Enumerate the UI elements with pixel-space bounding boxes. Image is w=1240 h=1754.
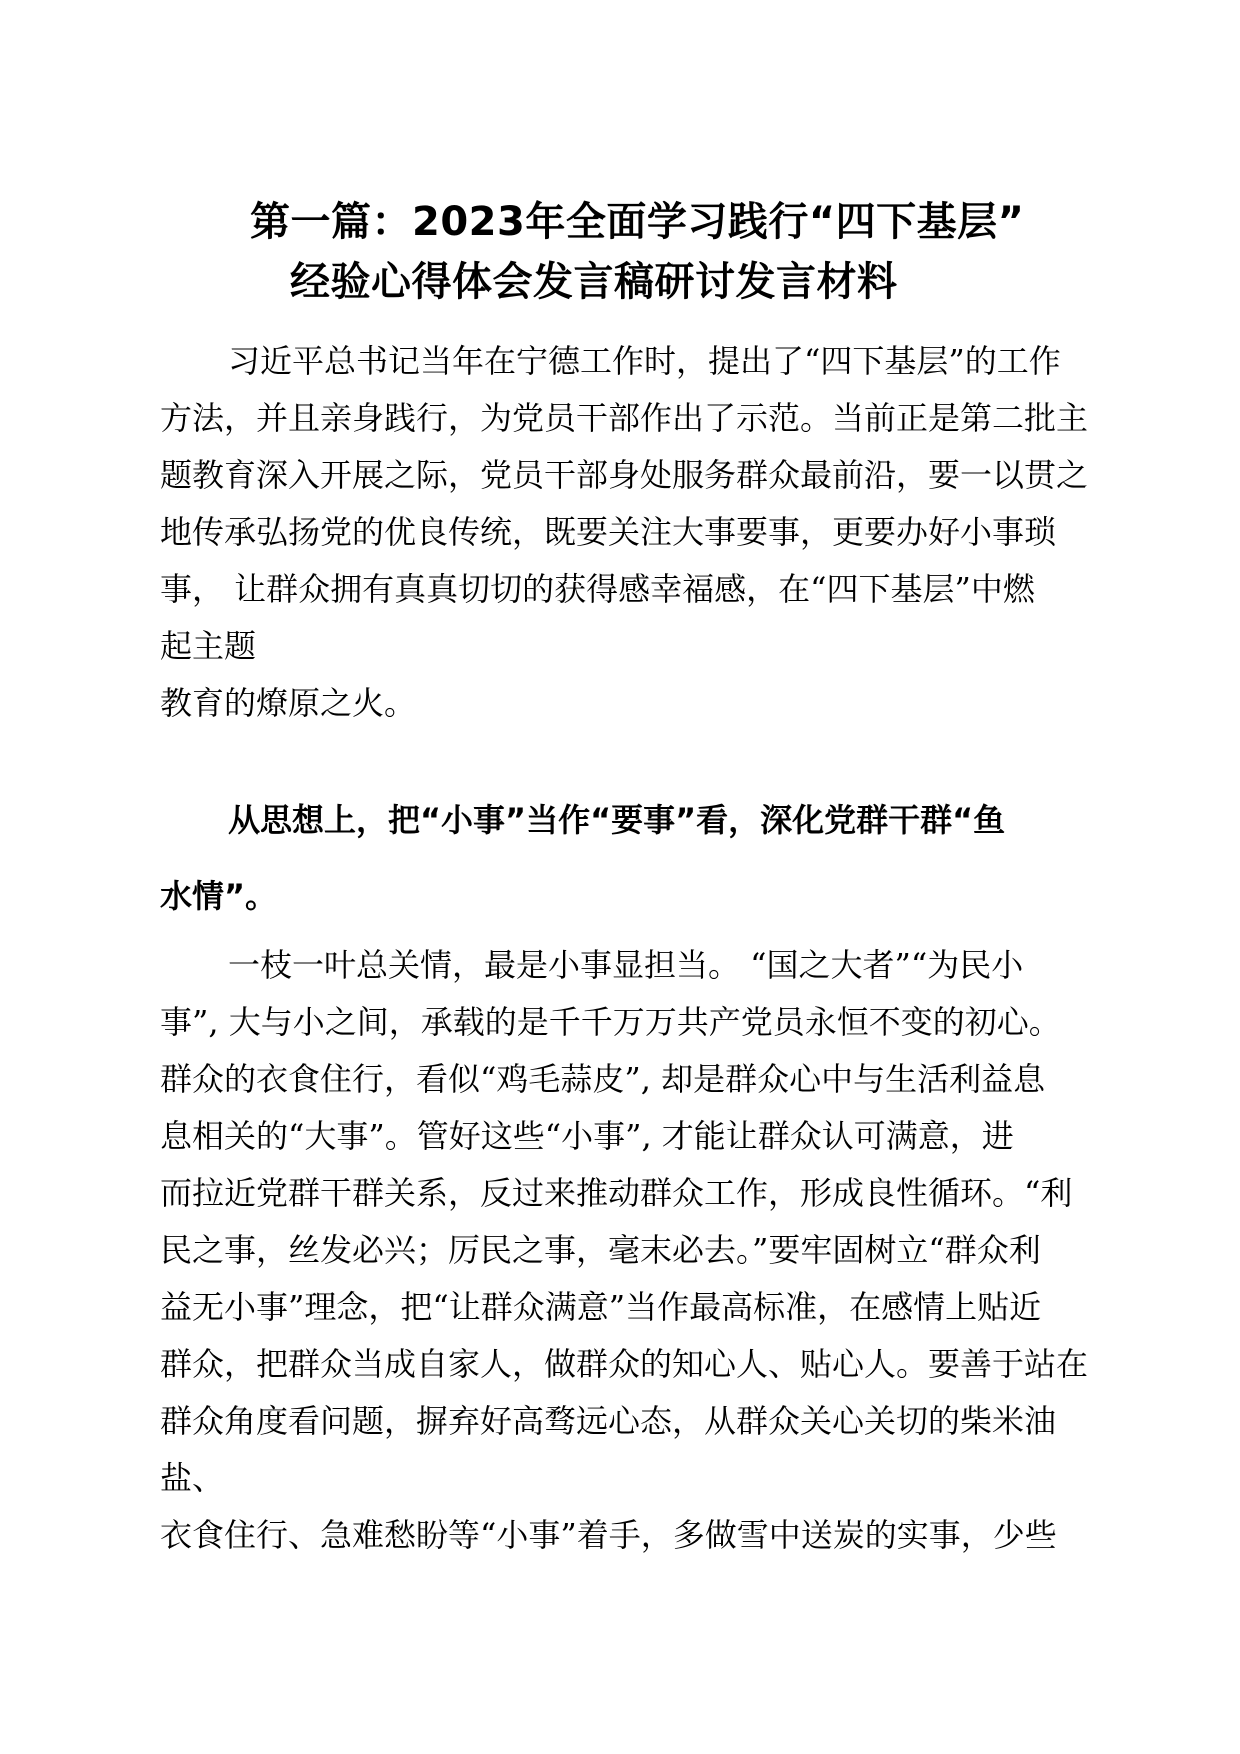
document-title xyxy=(150,192,1110,312)
paragraph-2-line: 群众，把群众当成自家人，做群众的知心人、贴心人。要善于站在 xyxy=(160,1345,1089,1383)
paragraph-1-line: 习近平总书记当年在宁德工作时，提出了“四下基层”的工作 xyxy=(228,342,1061,380)
section-heading-line: 从思想上，把“小事”当作“要事”看，深化党群干群“鱼 xyxy=(228,801,1006,839)
title-line-1: 第一篇：2023年全面学习践行“四下基层” xyxy=(250,199,1025,245)
section-heading-line: 水情”。 xyxy=(160,877,278,915)
paragraph-1-line: 方法，并且亲身践行，为党员干部作出了示范。当前正是第二批主 xyxy=(160,399,1089,437)
paragraph-2-line: 益无小事”理念，把“让群众满意”当作最高标准，在感情上贴近 xyxy=(160,1288,1042,1326)
paragraph-1-line: 教育的燎原之火。 xyxy=(160,684,417,722)
paragraph-2-line: 群众角度看问题，摒弃好高骛远心态，从群众关心关切的柴米油 xyxy=(160,1402,1057,1440)
paragraph-2-line: 息相关的“大事”。管好这些“小事”, 才能让群众认可满意，进 xyxy=(160,1117,1014,1155)
paragraph-2-line: 衣食住行、急难愁盼等“小事”着手，多做雪中送炭的实事，少些 xyxy=(160,1516,1057,1554)
paragraph-1 xyxy=(160,333,1120,732)
paragraph-2-line: 民之事，丝发必兴；厉民之事，毫末必去。”要牢固树立“群众利 xyxy=(160,1231,1041,1269)
paragraph-1-line: 地传承弘扬党的优良传统，既要关注大事要事，更要办好小事琐 xyxy=(160,513,1057,551)
paragraph-2-line: 盐、 xyxy=(160,1459,225,1497)
paragraph-1-line: 事， 让群众拥有真真切切的获得感幸福感，在“四下基层”中燃 xyxy=(160,570,1035,608)
section-heading xyxy=(160,782,1120,934)
paragraph-2 xyxy=(160,937,1120,1564)
paragraph-2-line: 而拉近党群干群关系，反过来推动群众工作，形成良性循环。“利 xyxy=(160,1174,1073,1212)
paragraph-2-line: 一枝一叶总关情，最是小事显担当。 “国之大者”“为民小 xyxy=(228,946,1024,984)
paragraph-1-line: 题教育深入开展之际，党员干部身处服务群众最前沿，要一以贯之 xyxy=(160,456,1089,494)
paragraph-1-line: 起主题 xyxy=(160,627,257,665)
paragraph-2-line: 事”, 大与小之间，承载的是千千万万共产党员永恒不变的初心。 xyxy=(160,1003,1061,1041)
title-line-2: 经验心得体会发言稿研讨发言材料 xyxy=(290,259,898,305)
paragraph-2-line: 群众的衣食住行，看似“鸡毛蒜皮”, 却是群众心中与生活利益息 xyxy=(160,1060,1046,1098)
